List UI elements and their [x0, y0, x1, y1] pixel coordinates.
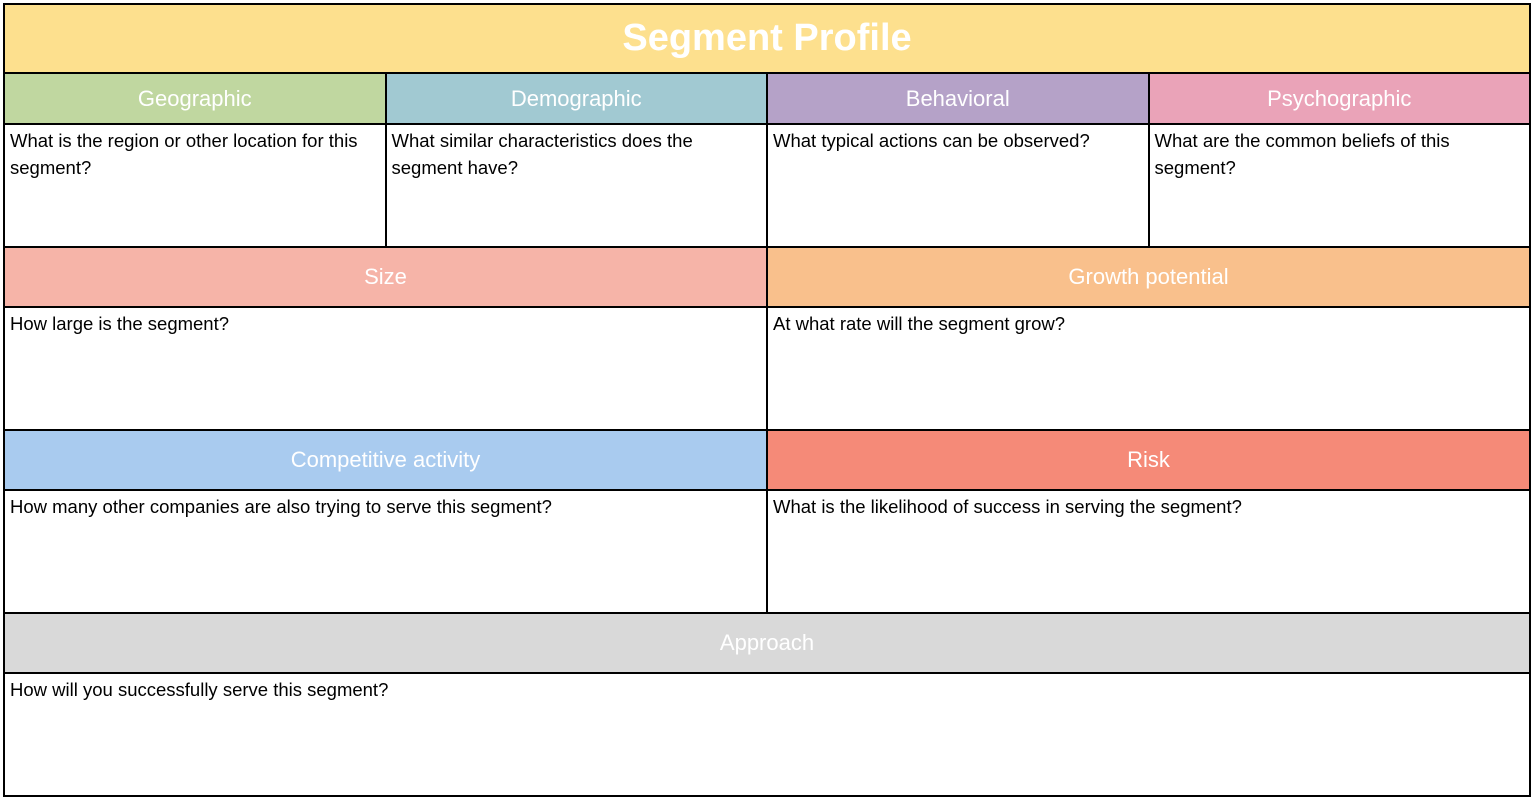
- demographic-header: Demographic: [387, 74, 767, 123]
- geographic-header: Geographic: [5, 74, 385, 123]
- risk-question[interactable]: What is the likelihood of success in serving the segment?: [768, 491, 1529, 612]
- psychographic-question[interactable]: What are the common beliefs of this segment?: [1150, 125, 1530, 246]
- demographic-question[interactable]: What similar characteristics does the segment have?: [387, 125, 767, 246]
- risk-header: Risk: [768, 431, 1529, 489]
- segment-profile-table: [3, 3, 1531, 797]
- growth-potential-question[interactable]: At what rate will the segment grow?: [768, 308, 1529, 429]
- psychographic-header: Psychographic: [1150, 74, 1530, 123]
- size-header: Size: [5, 248, 766, 306]
- approach-header: Approach: [5, 614, 1529, 672]
- approach-question[interactable]: How will you successfully serve this segment?: [5, 674, 1529, 795]
- behavioral-question[interactable]: What typical actions can be observed?: [768, 125, 1148, 246]
- competitive-activity-question[interactable]: How many other companies are also trying to serve this segment?: [5, 491, 766, 612]
- competitive-activity-header: Competitive activity: [5, 431, 766, 489]
- geographic-question[interactable]: What is the region or other location for this segment?: [5, 125, 385, 246]
- size-question[interactable]: How large is the segment?: [5, 308, 766, 429]
- growth-potential-header: Growth potential: [768, 248, 1529, 306]
- behavioral-header: Behavioral: [768, 74, 1148, 123]
- page-title: Segment Profile: [5, 5, 1529, 72]
